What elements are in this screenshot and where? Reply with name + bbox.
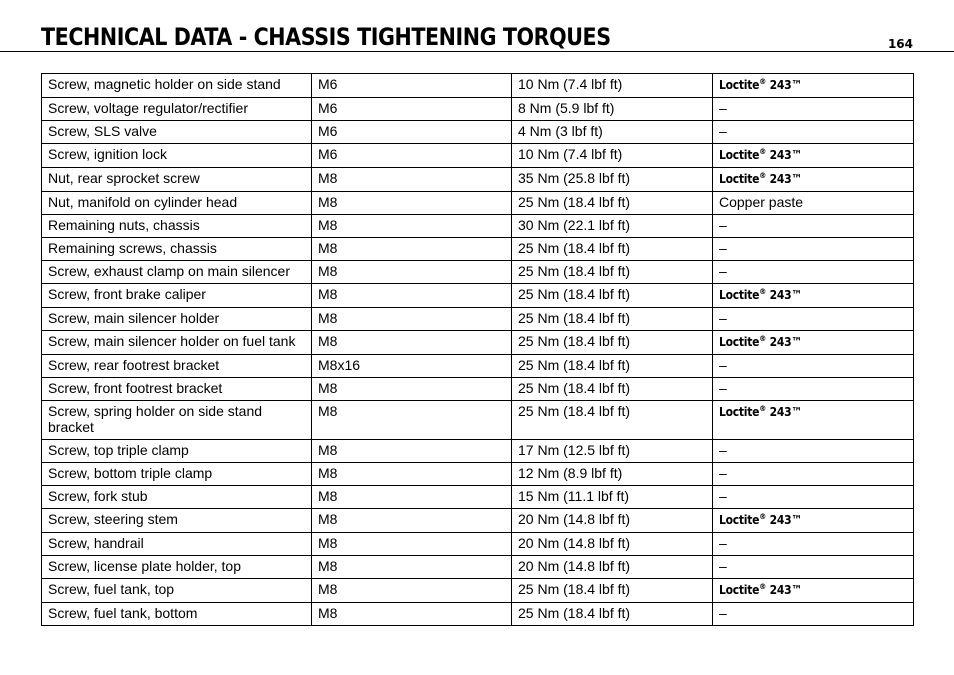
page-title: TECHNICAL DATA - CHASSIS TIGHTENING TORQUES (41, 23, 611, 51)
torque-cell: 20 Nm (14.8 lbf ft) (512, 533, 713, 556)
registered-mark: ® (759, 287, 767, 296)
torque-cell: 25 Nm (18.4 lbf ft) (512, 603, 713, 626)
thread-cell: M6 (312, 74, 512, 98)
note-cell: – (713, 98, 914, 121)
part-cell: Nut, rear sprocket screw (42, 168, 312, 192)
loctite-label (719, 404, 802, 420)
thread-cell: M8 (312, 603, 512, 626)
torque-cell: 4 Nm (3 lbf ft) (512, 121, 713, 144)
note-cell (713, 74, 914, 98)
table-row (42, 401, 914, 440)
torque-cell: 35 Nm (25.8 lbf ft) (512, 168, 713, 192)
part-cell: Screw, fork stub (42, 486, 312, 509)
loctite-brand: Loctite (719, 405, 760, 419)
loctite-brand: Loctite (719, 288, 760, 302)
registered-mark: ® (759, 334, 767, 343)
part-cell: Screw, top triple clamp (42, 440, 312, 463)
thread-cell: M8 (312, 378, 512, 401)
loctite-label (719, 287, 802, 303)
part-cell: Screw, steering stem (42, 509, 312, 533)
table-row (42, 121, 914, 144)
torque-cell: 10 Nm (7.4 lbf ft) (512, 144, 713, 168)
part-cell: Screw, front brake caliper (42, 284, 312, 308)
registered-mark: ® (759, 171, 767, 180)
note-cell: – (713, 121, 914, 144)
page-header (0, 0, 954, 52)
table-row (42, 74, 914, 98)
part-cell: Screw, rear footrest bracket (42, 355, 312, 378)
table-row (42, 168, 914, 192)
loctite-brand: Loctite (719, 148, 760, 162)
loctite-product: 243™ (766, 583, 802, 597)
note-cell: – (713, 486, 914, 509)
torque-cell: 20 Nm (14.8 lbf ft) (512, 509, 713, 533)
note-cell: – (713, 440, 914, 463)
registered-mark: ® (759, 582, 767, 591)
table-row (42, 355, 914, 378)
table-row (42, 192, 914, 215)
page-number: 164 (887, 37, 913, 51)
thread-cell: M8 (312, 533, 512, 556)
thread-cell: M8 (312, 401, 512, 440)
torque-cell: 20 Nm (14.8 lbf ft) (512, 556, 713, 579)
part-cell: Remaining nuts, chassis (42, 215, 312, 238)
table-row (42, 261, 914, 284)
loctite-brand: Loctite (719, 172, 760, 186)
part-cell: Screw, license plate holder, top (42, 556, 312, 579)
table-row (42, 579, 914, 603)
table-row (42, 284, 914, 308)
part-cell: Screw, magnetic holder on side stand (42, 74, 312, 98)
note-cell (713, 509, 914, 533)
thread-cell: M8 (312, 486, 512, 509)
note-cell: – (713, 603, 914, 626)
torque-cell: 25 Nm (18.4 lbf ft) (512, 355, 713, 378)
note-cell (713, 168, 914, 192)
part-cell: Screw, fuel tank, top (42, 579, 312, 603)
registered-mark: ® (759, 512, 767, 521)
table-row (42, 308, 914, 331)
part-cell: Screw, main silencer holder on fuel tank (42, 331, 312, 355)
loctite-brand: Loctite (719, 513, 760, 527)
part-cell: Screw, handrail (42, 533, 312, 556)
part-cell: Remaining screws, chassis (42, 238, 312, 261)
tightening-torques-body (42, 74, 914, 626)
torque-cell: 12 Nm (8.9 lbf ft) (512, 463, 713, 486)
registered-mark: ® (759, 77, 767, 86)
loctite-label (719, 147, 802, 163)
tightening-torques-table (41, 73, 914, 626)
table-row (42, 533, 914, 556)
torque-cell: 25 Nm (18.4 lbf ft) (512, 308, 713, 331)
loctite-product: 243™ (766, 513, 802, 527)
loctite-product: 243™ (766, 405, 802, 419)
table-row (42, 238, 914, 261)
thread-cell: M8 (312, 215, 512, 238)
torque-cell: 25 Nm (18.4 lbf ft) (512, 401, 713, 440)
torque-cell: 25 Nm (18.4 lbf ft) (512, 284, 713, 308)
table-row (42, 486, 914, 509)
part-cell: Screw, front footrest bracket (42, 378, 312, 401)
torque-cell: 25 Nm (18.4 lbf ft) (512, 192, 713, 215)
note-cell (713, 579, 914, 603)
note-cell (713, 144, 914, 168)
note-cell: – (713, 215, 914, 238)
loctite-brand: Loctite (719, 583, 760, 597)
registered-mark: ® (759, 147, 767, 156)
part-cell: Screw, bottom triple clamp (42, 463, 312, 486)
part-cell: Screw, voltage regulator/rectifier (42, 98, 312, 121)
thread-cell: M8 (312, 331, 512, 355)
torque-cell: 25 Nm (18.4 lbf ft) (512, 579, 713, 603)
table-row (42, 509, 914, 533)
table-row (42, 440, 914, 463)
note-cell: – (713, 308, 914, 331)
thread-cell: M8 (312, 556, 512, 579)
torque-cell: 15 Nm (11.1 lbf ft) (512, 486, 713, 509)
table-row (42, 556, 914, 579)
thread-cell: M8 (312, 168, 512, 192)
note-cell (713, 284, 914, 308)
registered-mark: ® (759, 404, 767, 413)
part-cell: Nut, manifold on cylinder head (42, 192, 312, 215)
thread-cell: M8 (312, 261, 512, 284)
loctite-label (719, 171, 802, 187)
thread-cell: M6 (312, 121, 512, 144)
loctite-brand: Loctite (719, 335, 760, 349)
loctite-product: 243™ (766, 288, 802, 302)
torque-cell: 25 Nm (18.4 lbf ft) (512, 261, 713, 284)
torque-cell: 10 Nm (7.4 lbf ft) (512, 74, 713, 98)
loctite-product: 243™ (766, 148, 802, 162)
note-cell (713, 401, 914, 440)
thread-cell: M8 (312, 192, 512, 215)
torque-cell: 25 Nm (18.4 lbf ft) (512, 331, 713, 355)
table-row (42, 331, 914, 355)
thread-cell: M8 (312, 463, 512, 486)
thread-cell: M8 (312, 284, 512, 308)
note-cell: – (713, 238, 914, 261)
part-cell: Screw, exhaust clamp on main silencer (42, 261, 312, 284)
note-cell: – (713, 463, 914, 486)
thread-cell: M6 (312, 144, 512, 168)
torque-cell: 25 Nm (18.4 lbf ft) (512, 378, 713, 401)
part-cell: Screw, main silencer holder (42, 308, 312, 331)
table-row (42, 215, 914, 238)
loctite-label (719, 77, 802, 93)
part-cell: Screw, ignition lock (42, 144, 312, 168)
thread-cell: M8 (312, 238, 512, 261)
part-cell: Screw, fuel tank, bottom (42, 603, 312, 626)
table-row (42, 603, 914, 626)
note-cell: – (713, 355, 914, 378)
torque-cell: 17 Nm (12.5 lbf ft) (512, 440, 713, 463)
loctite-product: 243™ (766, 78, 802, 92)
loctite-label (719, 582, 802, 598)
loctite-label (719, 512, 802, 528)
note-cell: – (713, 378, 914, 401)
torque-cell: 8 Nm (5.9 lbf ft) (512, 98, 713, 121)
table-row (42, 378, 914, 401)
thread-cell: M8 (312, 579, 512, 603)
loctite-label (719, 334, 802, 350)
loctite-product: 243™ (766, 172, 802, 186)
thread-cell: M8 (312, 440, 512, 463)
note-cell: – (713, 556, 914, 579)
loctite-brand: Loctite (719, 78, 760, 92)
note-cell: Copper paste (713, 192, 914, 215)
table-row (42, 463, 914, 486)
table-row (42, 144, 914, 168)
part-cell: Screw, spring holder on side stand bracket (42, 401, 312, 440)
torque-cell: 30 Nm (22.1 lbf ft) (512, 215, 713, 238)
note-cell (713, 331, 914, 355)
thread-cell: M6 (312, 98, 512, 121)
loctite-product: 243™ (766, 335, 802, 349)
thread-cell: M8x16 (312, 355, 512, 378)
torque-cell: 25 Nm (18.4 lbf ft) (512, 238, 713, 261)
thread-cell: M8 (312, 509, 512, 533)
note-cell: – (713, 261, 914, 284)
note-cell: – (713, 533, 914, 556)
table-row (42, 98, 914, 121)
part-cell: Screw, SLS valve (42, 121, 312, 144)
thread-cell: M8 (312, 308, 512, 331)
